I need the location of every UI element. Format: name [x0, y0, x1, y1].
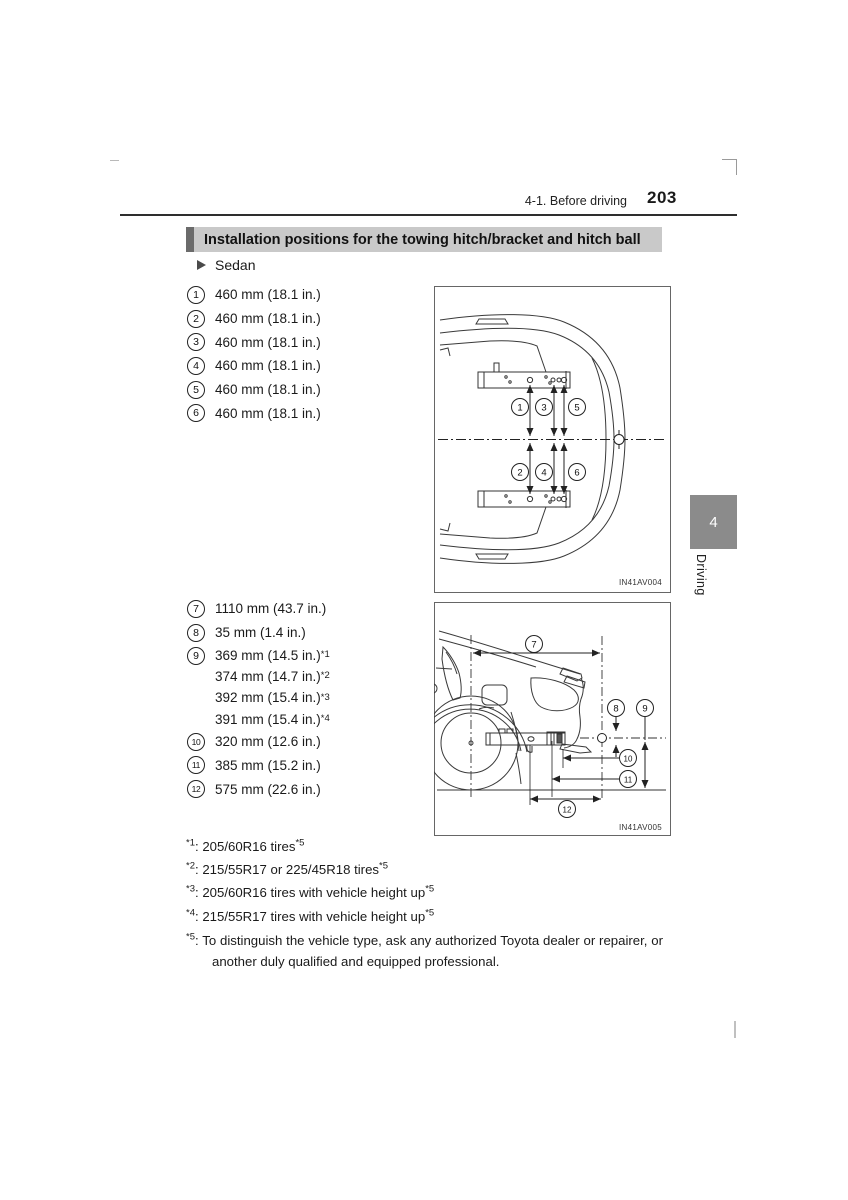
callout-7: 7 — [531, 639, 537, 651]
chapter-number: 4 — [709, 513, 718, 531]
breadcrumb: 4-1. Before driving — [524, 194, 627, 208]
footnote-ref: *5 — [295, 837, 305, 849]
vehicle-type-row — [197, 257, 255, 273]
measurement-value: 575 mm (22.6 in.) — [215, 781, 321, 797]
callout-8: 8 — [613, 703, 619, 715]
footnote — [186, 835, 663, 858]
list-item — [187, 378, 321, 402]
footnote-ref: *5 — [425, 884, 435, 896]
measurement-value: 460 mm (18.1 in.) — [215, 382, 321, 398]
section-title-bar — [186, 227, 662, 252]
footnote-ref: *5 — [425, 907, 435, 919]
measurement-value: 460 mm (18.1 in.) — [215, 358, 321, 374]
footnote-colon: : — [194, 885, 199, 901]
circled-number: 8 — [187, 624, 205, 642]
figure-frame — [435, 603, 671, 836]
measurement-value: 460 mm (18.1 in.) — [215, 311, 321, 327]
footnote-marker: *1 — [186, 837, 195, 849]
vehicle-type-label: Sedan — [215, 257, 256, 273]
list-item — [187, 621, 330, 645]
list-item — [187, 401, 321, 425]
figure-top-view — [434, 286, 671, 593]
callout-6: 6 — [574, 467, 580, 479]
circled-number: 7 — [187, 600, 205, 618]
list-item — [187, 597, 330, 621]
callout-4: 4 — [541, 467, 547, 479]
page-number: 203 — [647, 188, 677, 207]
crop-mark-top-right — [722, 159, 737, 175]
list-item — [187, 330, 321, 354]
bullet-triangle-icon — [197, 260, 206, 270]
callout-9: 9 — [642, 703, 648, 715]
callout-2: 2 — [517, 467, 523, 479]
footnote-ref: *5 — [379, 860, 388, 872]
footnote-marker: *4 — [186, 907, 195, 919]
list-item — [187, 354, 321, 378]
title-accent-bar — [186, 227, 194, 252]
callout-3: 3 — [541, 402, 547, 414]
chapter-tab — [690, 495, 737, 549]
crop-mark-bottom-right — [734, 1021, 736, 1038]
footnote-marker: *5 — [186, 931, 195, 943]
section-title: Installation positions for the towing hitch/bracket and hitch ball — [204, 231, 641, 248]
measurement-value: 392 mm (15.4 in.) — [215, 690, 321, 706]
footnote-text: 205/60R16 tires — [198, 839, 296, 854]
callout-12: 12 — [562, 805, 572, 815]
circled-number: 5 — [187, 381, 205, 399]
callout-10: 10 — [623, 754, 633, 764]
footnote-colon: : — [194, 839, 199, 854]
list-item — [187, 730, 330, 754]
circled-number: 12 — [187, 780, 205, 798]
header-rule — [120, 214, 737, 216]
measurement-variants: 369 mm (14.5 in.) *1 374 mm (14.7 in.) *2 392 mm (15.4 in.) *3 391 mm (15.4 in.) *4 — [215, 647, 330, 727]
measurement-list-1-6 — [187, 283, 321, 425]
callout-11: 11 — [623, 775, 633, 785]
circled-number: 6 — [187, 404, 205, 422]
measurement-value: 391 mm (15.4 in.) — [215, 711, 321, 727]
circled-number: 11 — [187, 756, 205, 774]
footnote-colon: : — [194, 862, 199, 878]
measurement-value: 460 mm (18.1 in.) — [215, 405, 321, 421]
circled-number: 1 — [187, 286, 205, 304]
measurement-value: 460 mm (18.1 in.) — [215, 334, 321, 350]
callout-5: 5 — [574, 402, 580, 414]
measurement-list-7-12 — [187, 597, 330, 801]
measurement-value: 320 mm (12.6 in.) — [215, 734, 321, 750]
measurement-value: 369 mm (14.5 in.) — [215, 647, 321, 663]
list-item — [187, 283, 321, 307]
crop-mark-top-left — [110, 160, 119, 161]
footnote-marker: *3 — [186, 884, 195, 896]
footnote — [186, 930, 663, 973]
list-item-multi — [187, 644, 330, 730]
figure-code: IN41AV005 — [618, 823, 662, 832]
footnote-text: To distinguish the vehicle type, ask any authorized Toyota dealer or repairer, or another duly qualified and equipped professional. — [198, 932, 663, 970]
measurement-value: 1110 mm (43.7 in.) — [215, 601, 327, 617]
callout-1: 1 — [517, 402, 523, 414]
circled-number: 9 — [187, 647, 205, 665]
circled-number: 4 — [187, 357, 205, 375]
list-item — [187, 777, 330, 801]
footnote-text: 205/60R16 tires with vehicle height up — [198, 885, 426, 901]
footnote-colon: : — [194, 908, 199, 924]
footnote-text: 215/55R17 tires with vehicle height up — [198, 908, 426, 924]
circled-number: 10 — [187, 733, 205, 751]
footnote — [186, 905, 663, 928]
footnote-marker: *2 — [186, 860, 195, 872]
list-item — [187, 754, 330, 778]
circled-number: 2 — [187, 310, 205, 328]
footnote — [186, 858, 663, 881]
list-item — [187, 307, 321, 331]
footnote — [186, 881, 663, 904]
measurement-value: 460 mm (18.1 in.) — [215, 287, 321, 303]
figure-side-view — [434, 602, 671, 836]
chapter-label: Driving — [694, 554, 708, 596]
circled-number: 3 — [187, 333, 205, 351]
measurement-value: 385 mm (15.2 in.) — [215, 757, 321, 773]
footnotes — [186, 835, 663, 972]
footnote-text: 215/55R17 or 225/45R18 tires — [198, 862, 380, 878]
footnote-colon: : — [194, 932, 199, 948]
measurement-value: 35 mm (1.4 in.) — [215, 625, 306, 641]
figure-code: IN41AV004 — [618, 578, 662, 587]
measurement-value: 374 mm (14.7 in.) — [215, 668, 321, 684]
